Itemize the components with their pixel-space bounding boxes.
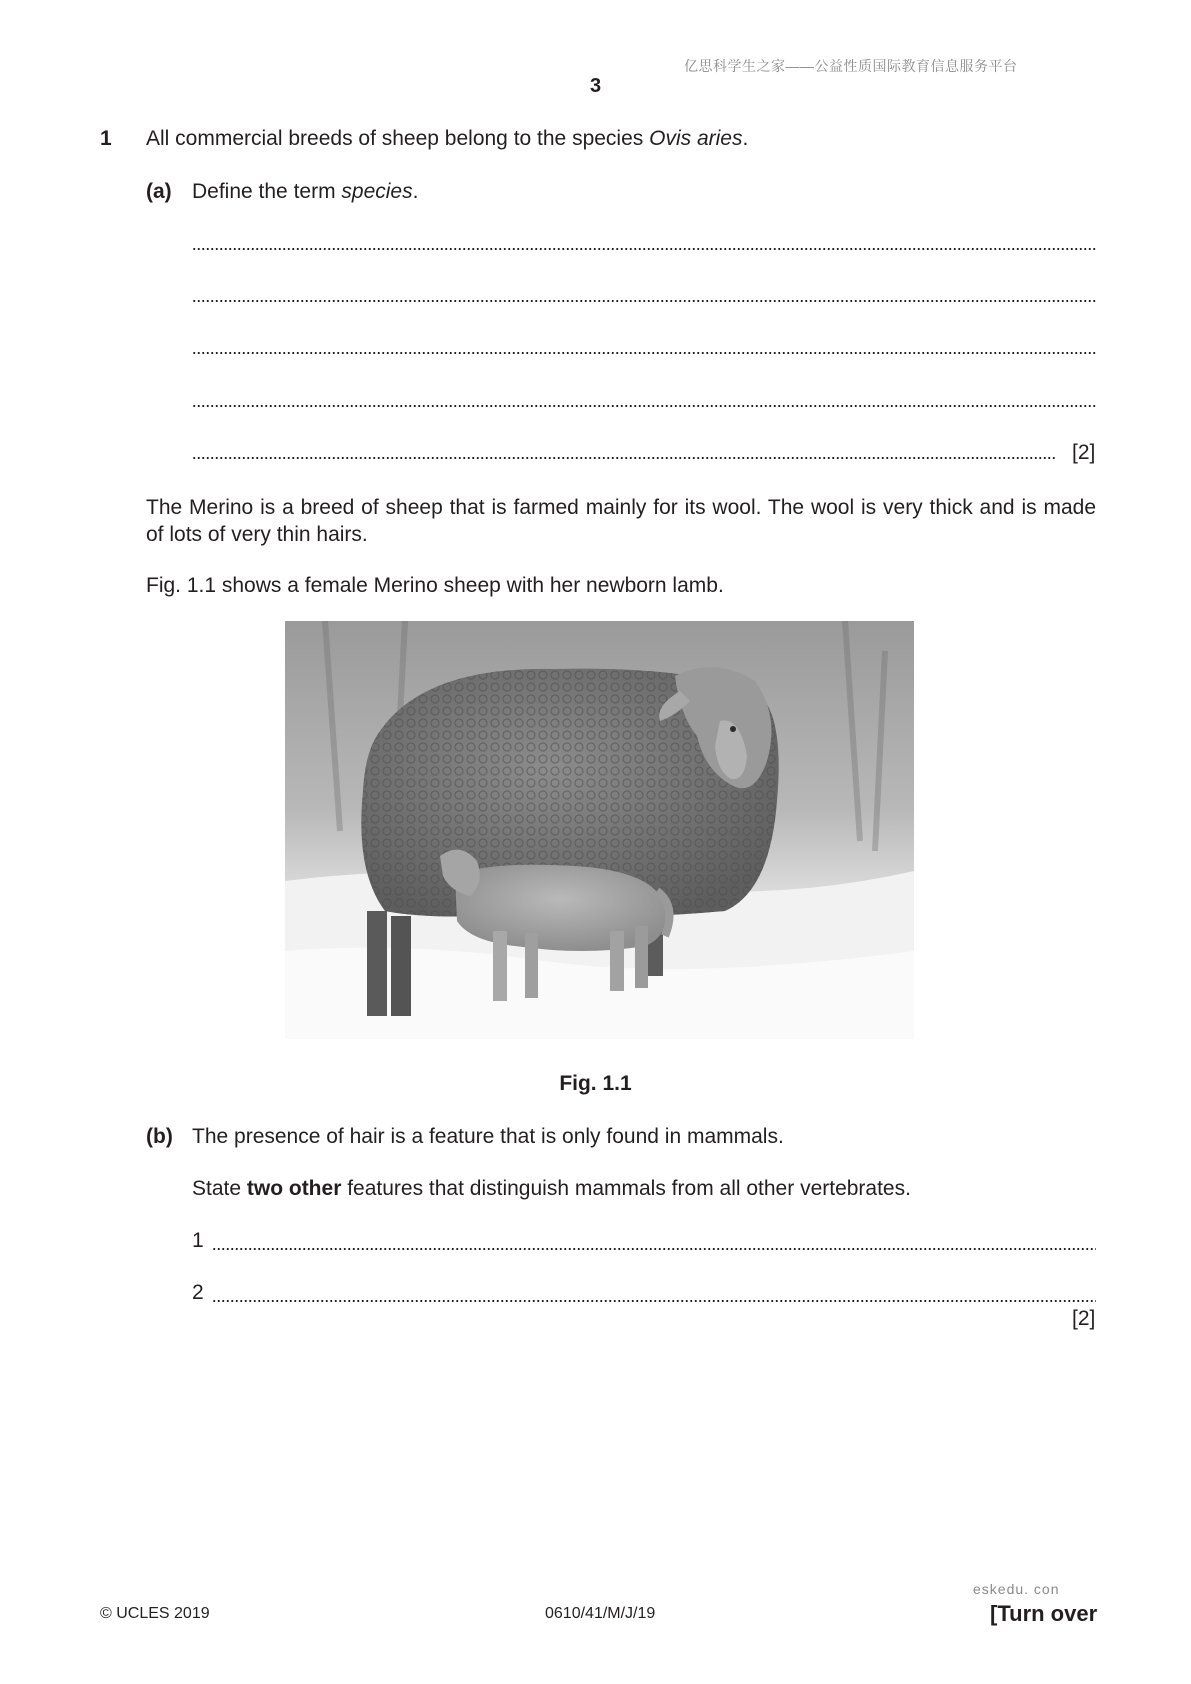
- answer-line-a-1[interactable]: [192, 247, 1096, 251]
- copyright: © UCLES 2019: [100, 1605, 210, 1622]
- sheep-photo: [285, 621, 914, 1039]
- answer-line-a-3[interactable]: [192, 351, 1096, 355]
- part-a-marks: [2]: [1072, 441, 1096, 464]
- instruction-post: features that distinguish mammals from all other vertebrates.: [341, 1177, 911, 1200]
- turn-over: [Turn over: [990, 1601, 1098, 1626]
- footer-watermark: eskedu. con: [973, 1581, 1060, 1597]
- species-name: Ovis aries: [649, 127, 743, 150]
- intro-text: All commercial breeds of sheep belong to the species: [146, 127, 650, 150]
- part-a-text: Define the term: [192, 180, 342, 203]
- figure-intro: Fig. 1.1 shows a female Merino sheep with her newborn lamb.: [146, 574, 724, 597]
- figure-caption: Fig. 1.1: [559, 1072, 632, 1095]
- merino-paragraph: The Merino is a breed of sheep that is farmed mainly for its wool. The wool is very thick and is made of lots of very thin hairs.: [146, 496, 1096, 546]
- part-b-marks: [2]: [1072, 1307, 1096, 1330]
- part-a-term: species: [341, 180, 413, 203]
- part-a-end: .: [412, 180, 419, 203]
- paper-code: 0610/41/M/J/19: [545, 1605, 656, 1622]
- answer-line-a-4[interactable]: [192, 404, 1096, 408]
- intro-end: .: [742, 127, 749, 150]
- part-b-label: (b): [146, 1125, 173, 1148]
- part-b-text: The presence of hair is a feature that is only found in mammals.: [192, 1125, 784, 1148]
- part-b-instruction: [192, 1177, 911, 1201]
- question-intro: [146, 127, 748, 151]
- answer-line-a-2[interactable]: [192, 299, 1096, 303]
- answer-line-a-5[interactable]: [192, 456, 1056, 460]
- answer-b-2-label: 2: [192, 1281, 204, 1304]
- answer-line-b-1[interactable]: [212, 1247, 1096, 1251]
- header-watermark: 亿思科学生之家——公益性质国际教育信息服务平台: [684, 58, 1018, 74]
- question-number: 1: [100, 127, 112, 150]
- page-number: 3: [589, 75, 602, 97]
- answer-line-b-2[interactable]: [212, 1299, 1096, 1303]
- part-a-label: (a): [146, 180, 172, 203]
- part-a-question: [192, 180, 418, 204]
- instruction-bold: two other: [246, 1177, 342, 1200]
- instruction-pre: State: [192, 1177, 247, 1200]
- answer-b-1-label: 1: [192, 1229, 204, 1252]
